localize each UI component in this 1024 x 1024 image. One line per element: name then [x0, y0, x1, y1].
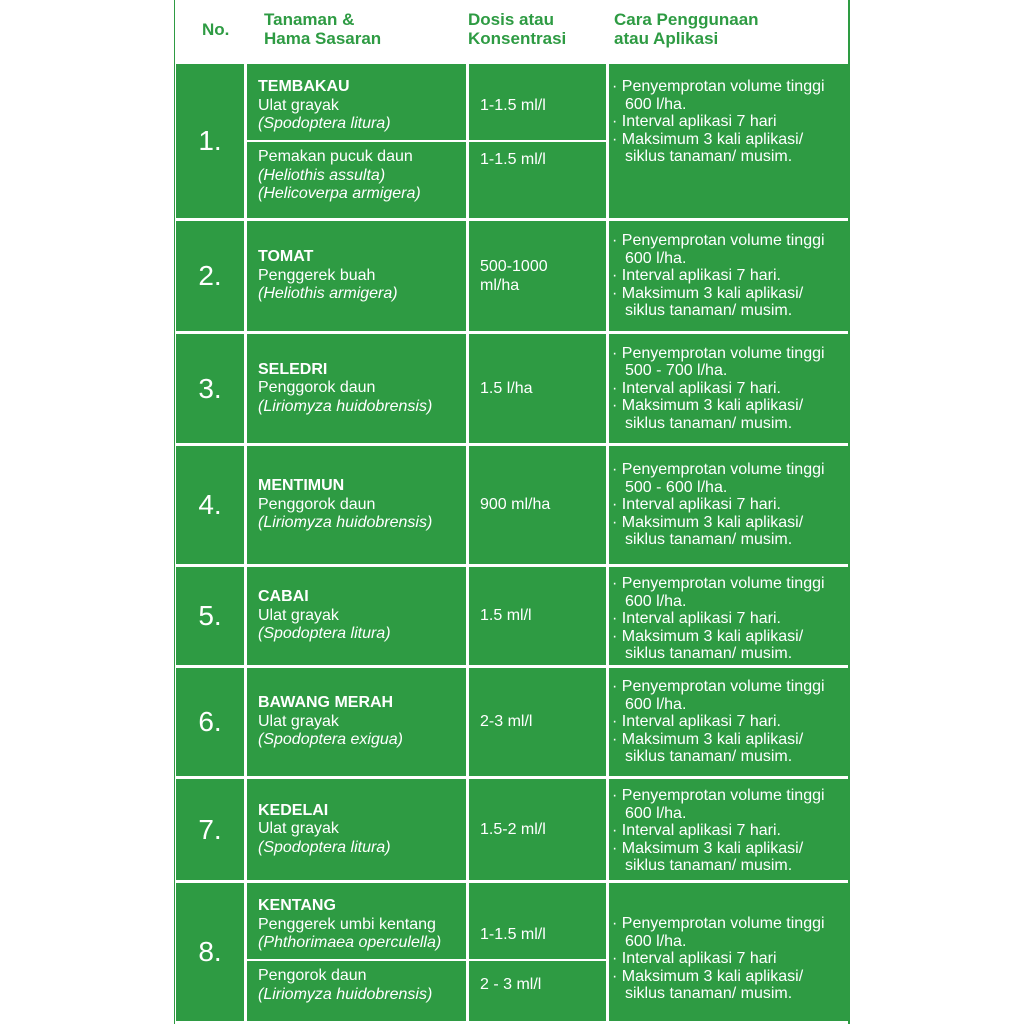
column-divider	[244, 779, 247, 880]
table-row	[176, 883, 848, 1021]
header-no: No.	[202, 20, 230, 39]
usage-cell	[608, 461, 846, 549]
table-row	[176, 446, 848, 564]
header-dose	[468, 10, 566, 48]
usage-cell	[608, 575, 846, 663]
crop-name: TEMBAKAU	[258, 78, 350, 95]
usage-item: · Maksimum 3 kali aplikasi/ siklus tanaman/ musim.	[612, 284, 804, 319]
target-cell	[258, 248, 398, 304]
pest-name: Penggorok daun	[258, 379, 376, 397]
column-divider	[466, 883, 469, 1021]
column-divider	[466, 446, 469, 564]
column-divider	[244, 221, 247, 331]
table-row	[176, 779, 848, 880]
target-cell	[258, 148, 421, 204]
dose-line: 500-1000	[480, 258, 548, 275]
pest-latin: (Liriomyza huidobrensis)	[258, 985, 433, 1003]
usage-item: · Maksimum 3 kali aplikasi/ siklus tanaman/ musim.	[612, 627, 804, 662]
pest-latin: (Heliothis assulta)	[258, 166, 386, 184]
crop-name: MENTIMUN	[258, 477, 345, 495]
sub-row-divider	[469, 959, 606, 961]
dose-value: 2-3 ml/l	[480, 713, 533, 730]
crop-name: BAWANG MERAH	[258, 694, 394, 712]
usage-item: · Interval aplikasi 7 hari.	[612, 379, 781, 397]
header-dose-line-2: Konsentrasi	[468, 29, 567, 48]
dose-value: 1-1.5 ml/l	[480, 97, 546, 114]
usage-item: · Maksimum 3 kali aplikasi/ siklus tanaman/ musim.	[612, 839, 804, 874]
usage-item: · Interval aplikasi 7 hari.	[612, 713, 781, 730]
pest-name: Penggorok daun	[258, 495, 376, 513]
dose-value: 1-1.5 ml/l	[480, 151, 546, 168]
target-cell	[258, 694, 403, 750]
column-divider	[466, 334, 469, 443]
dose-value	[480, 257, 600, 295]
dose-value: 1.5 ml/l	[480, 607, 532, 624]
usage-item: · Maksimum 3 kali aplikasi/ siklus tanaman/ musim.	[612, 130, 804, 165]
header-usage	[614, 10, 759, 48]
usage-item: · Penyemprotan volume tinggi 600 l/ha.	[612, 915, 825, 950]
dose-value: 2 - 3 ml/l	[480, 976, 542, 993]
sub-row-divider	[247, 140, 466, 142]
pest-name: Ulat grayak	[258, 712, 339, 730]
usage-item: · Interval aplikasi 7 hari.	[612, 822, 781, 839]
dose-value: 1.5 l/ha	[480, 379, 533, 397]
dose-value: 1.5-2 ml/l	[480, 820, 546, 838]
target-cell	[258, 588, 391, 644]
pest-latin: (Phthorimaea operculella)	[258, 934, 442, 951]
usage-item: · Interval aplikasi 7 hari.	[612, 496, 781, 513]
pest-name: Pemakan pucuk daun	[258, 148, 413, 165]
pest-latin: (Heliothis armigera)	[258, 285, 398, 303]
row-number: 2.	[198, 260, 222, 291]
usage-item: · Interval aplikasi 7 hari.	[612, 610, 781, 627]
pest-name: Penggerek buah	[258, 266, 376, 284]
pest-latin: (Spodoptera litura)	[258, 625, 391, 643]
column-divider	[244, 446, 247, 564]
usage-cell	[608, 787, 846, 875]
target-cell	[258, 897, 441, 953]
usage-item: · Penyemprotan volume tinggi 500 - 700 l/ha.	[612, 344, 825, 379]
crop-name: KENTANG	[258, 897, 336, 914]
target-cell	[258, 477, 432, 533]
row-number: 5.	[198, 600, 222, 631]
usage-cell	[608, 345, 846, 433]
pest-latin: (Helicoverpa armigera)	[258, 185, 421, 202]
column-divider	[466, 221, 469, 331]
column-divider	[244, 567, 247, 665]
usage-item: · Maksimum 3 kali aplikasi/ siklus tanaman/ musim.	[612, 513, 804, 548]
usage-item: · Penyemprotan volume tinggi 500 - 600 l/ha.	[612, 461, 825, 496]
pest-name: Ulat grayak	[258, 820, 339, 838]
usage-item: · Penyemprotan volume tinggi 600 l/ha.	[612, 787, 825, 822]
row-number: 1.	[198, 125, 222, 156]
table-row	[176, 64, 848, 218]
dose-value: 1-1.5 ml/l	[480, 926, 546, 943]
usage-item: · Maksimum 3 kali aplikasi/ siklus tanaman/ musim.	[612, 397, 804, 432]
usage-cell	[608, 232, 846, 320]
target-cell	[258, 78, 391, 134]
column-divider	[244, 668, 247, 776]
usage-item: · Maksimum 3 kali aplikasi/ siklus tanaman/ musim.	[612, 730, 804, 765]
target-cell	[258, 361, 432, 417]
pest-latin: (Spodoptera litura)	[258, 838, 391, 856]
usage-item: · Penyemprotan volume tinggi 600 l/ha.	[612, 575, 825, 610]
sub-row-divider	[247, 959, 466, 961]
pest-name: Penggerek umbi kentang	[258, 915, 436, 933]
table-row	[176, 567, 848, 665]
crop-name: CABAI	[258, 588, 309, 606]
row-number: 6.	[198, 706, 222, 737]
dosage-table	[174, 0, 850, 1024]
table-row	[176, 221, 848, 331]
dose-line: ml/ha	[480, 277, 520, 294]
column-divider	[466, 779, 469, 880]
column-divider	[466, 668, 469, 776]
dose-value: 900 ml/ha	[480, 496, 551, 513]
header-target-line-2: Hama Sasaran	[264, 29, 382, 48]
target-cell	[258, 802, 391, 858]
pest-latin: (Liriomyza huidobrensis)	[258, 397, 433, 415]
usage-item: · Interval aplikasi 7 hari.	[612, 267, 781, 284]
usage-cell	[608, 78, 846, 166]
usage-item: · Maksimum 3 kali aplikasi/ siklus tanaman/ musim.	[612, 967, 804, 1002]
usage-item: · Penyemprotan volume tinggi 600 l/ha.	[612, 78, 825, 113]
usage-item: · Interval aplikasi 7 hari	[612, 950, 777, 967]
row-number: 7.	[198, 813, 222, 845]
sub-row-divider	[469, 140, 606, 142]
header-dose-line-1: Dosis atau	[468, 10, 554, 29]
pest-name: Ulat grayak	[258, 96, 339, 114]
header-usage-line-1: Cara Penggunaan	[614, 10, 759, 29]
usage-item: · Penyemprotan volume tinggi 600 l/ha.	[612, 678, 825, 713]
row-number: 4.	[198, 489, 222, 520]
usage-item: · Interval aplikasi 7 hari	[612, 113, 777, 130]
header-usage-line-2: atau Aplikasi	[614, 29, 719, 48]
row-number: 3.	[198, 372, 222, 404]
target-cell	[258, 967, 432, 1004]
pest-latin: (Spodoptera litura)	[258, 115, 391, 132]
row-number: 8.	[198, 936, 222, 967]
table-row	[176, 334, 848, 443]
pest-latin: (Spodoptera exigua)	[258, 731, 403, 749]
header-target	[264, 10, 381, 48]
crop-name: TOMAT	[258, 248, 314, 266]
usage-cell	[608, 678, 846, 766]
table-row	[176, 668, 848, 776]
pest-latin: (Liriomyza huidobrensis)	[258, 514, 433, 532]
crop-name: SELEDRI	[258, 360, 328, 378]
column-divider	[244, 334, 247, 443]
pest-name: Ulat grayak	[258, 606, 339, 624]
usage-cell	[608, 915, 846, 1003]
pest-name: Pengorok daun	[258, 967, 367, 984]
column-divider	[244, 883, 247, 1021]
crop-name: KEDELAI	[258, 801, 329, 819]
header-target-line-1: Tanaman &	[264, 10, 355, 29]
usage-item: · Penyemprotan volume tinggi 600 l/ha.	[612, 232, 825, 267]
column-divider	[466, 567, 469, 665]
